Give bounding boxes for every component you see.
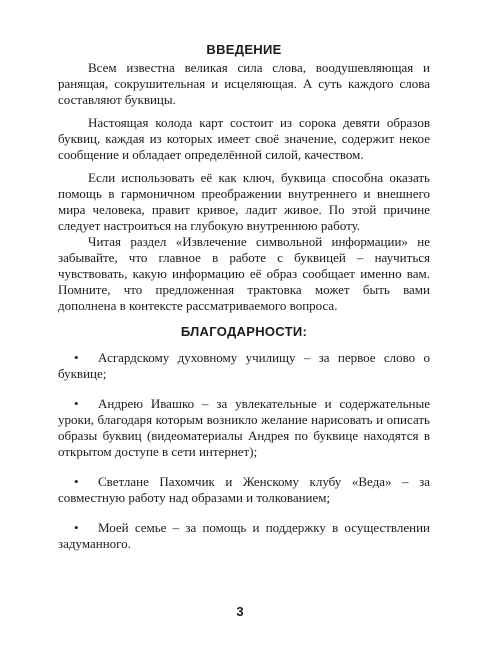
list-item (58, 350, 430, 382)
thanks-item-text: Моей семье – за помощь и поддержку в осуществлении задуманного. (58, 520, 430, 551)
intro-paragraph-1: Всем известна великая сила слова, воодушевляющая и ранящая, сокрушительная и исцеляющая. А суть каждого слова составляют буквицы. (58, 60, 430, 107)
bullet-icon: • (74, 396, 79, 411)
page-number: 3 (236, 604, 244, 619)
list-item (58, 396, 430, 460)
thanks-list (58, 350, 430, 552)
intro-heading: ВВЕДЕНИЕ (206, 42, 282, 57)
intro-paragraph-4: Читая раздел «Извлечение символьной информации» не забывайте, что главное в работе с буквицей – научиться чувствовать, какую информацию её образ сообщает именно вам. Помните, что предложенная трактовка может быть вами дополнена в контексте рассматриваемого вопроса. (58, 234, 430, 313)
intro-paragraph-2: Настоящая колода карт состоит из сорока девяти образов буквиц, каждая из которых имеет своё значение, содержит некое сообщение и обладает определённой силой, качеством. (58, 115, 430, 162)
thanks-heading: БЛАГОДАРНОСТИ: (180, 324, 308, 339)
bullet-icon: • (74, 474, 79, 489)
thanks-item-text: Асгардскому духовному училищу – за первое слово о буквице; (58, 350, 430, 381)
intro-paragraph-3: Если использовать её как ключ, буквица способна оказать помощь в гармоничном преображении внутреннего и внешнего мира человека, правит кривое, ладит живое. По этой причине следует настроиться на глубокую внутреннюю работу. (58, 170, 430, 233)
list-item (58, 520, 430, 552)
list-item (58, 474, 430, 506)
bullet-icon: • (74, 350, 79, 365)
thanks-item-text: Светлане Пахомчик и Женскому клубу «Веда» – за совместную работу над образами и толкованием; (58, 474, 430, 505)
page-content (58, 42, 430, 566)
bullet-icon: • (74, 520, 79, 535)
thanks-item-text: Андрею Ивашко – за увлекательные и содержательные уроки, благодаря которым возникло желание нарисовать и описать образы буквиц (видеоматериалы Андрея по буквице находятся в открытом доступе в сети интернет); (58, 396, 430, 459)
